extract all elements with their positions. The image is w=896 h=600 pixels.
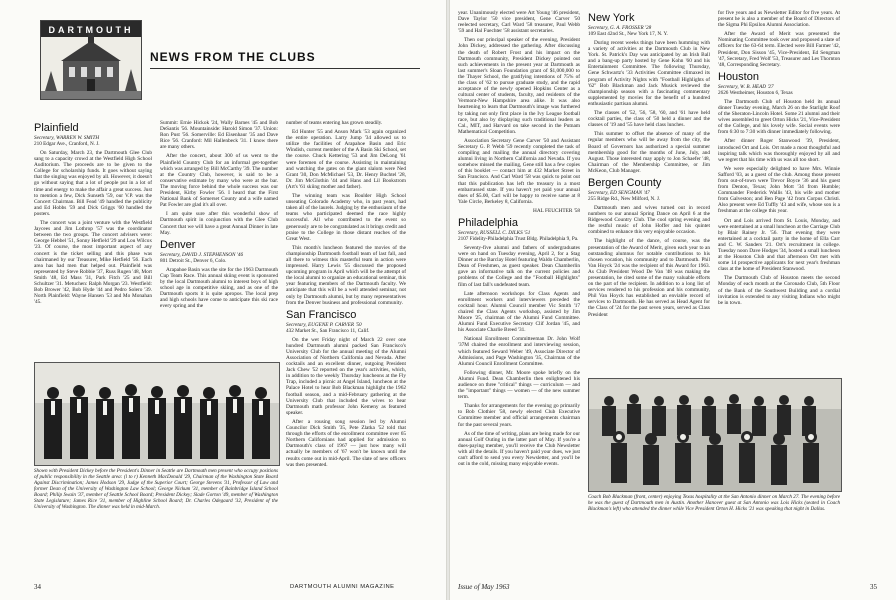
paragraph: After dinner Roger Stanwood '39, President, introduced Ort and Lois. Ort made a most thoughtful and inspiring talk which was thoroughly enjoyed by all and we regret that his time with us was all too short. <box>718 138 840 163</box>
paragraph: for five years and as Newsletter Editor for five years. At present he is also a member of the Board of Directors of the Sigma Phi Epsilon Alumni Association. <box>718 10 840 29</box>
section-headline: NEWS FROM THE CLUBS <box>150 50 316 64</box>
seattle-group-photo <box>34 362 280 466</box>
club-new-york <box>588 12 710 37</box>
paragraph: During recent weeks things have been humming with a variety of activities at the Dartmouth Club in New York. St. Patrick's Day was anticipated by an Irish Ball and a bang-up party hosted by Gene Kohn '60 and his Entertainment Committee. The following Thursday, Gene Schwartz's '33 Activities Committee climaxed its program of Activity Nights with "Football Highlights of '62" Bob Blackman and Jack Musick reviewed the championship season with a fascinating commentary supplemented by movies for the benefit of a hundred enthusiastic partisan alumni. <box>588 40 710 107</box>
club-secretary: Secretary, WARREN W. SMITH <box>34 135 100 141</box>
left-column-3 <box>286 120 406 580</box>
group-of-men-photo-icon <box>35 363 279 465</box>
club-secretary: Secretary, G. A. FROSSER '28 <box>588 25 652 31</box>
club-secretary: Secretary, ED SENGMAN '47 <box>588 189 650 196</box>
paragraph: After the Award of Merit was presented the Nominating Committee took over and proposed a slate of officers for the 63-64 term. Elected were Bill Farmer '42, President, Don Sisson '45, Vice-President, Ed Sengman '47, Secretary, Fred Wolf '53, Treasurer and Les Thornton '48, Corresponding Secretary. <box>718 31 840 68</box>
page-number: 35 <box>870 583 877 591</box>
paragraph: The Dartmouth Club of Houston meets the second Monday of each month at the Coronado Club, 5th Floor of the Bank of the Southwest Building and a cordial invitation is extended to any visiting Indians who might be in town. <box>718 275 840 306</box>
photo-caption: Coach Bob Blackman (front, center) enjoying Texas hospitality at the San Antonio dinner on March 27. The evening before he was the guest of Dartmouth men in Austin. Another Hanover guest at San Antonio was Lois Hicks (seated in Coach Blackman's left) who attended the dinner while Vice President Orton H. Hicks '21 was speaking that night in Dallas. <box>588 494 840 512</box>
page-number: 34 <box>34 583 41 591</box>
paragraph: Association Secretary Gene Carver '50 and Assistant Secretary G. P. Webb '59 recently completed the task of compiling and mailing the annual directory covering alumni living in Northern California and Nevada. If you somehow missed the mailing, Gene still has a few copies of this booklet — contact him at 432 Market Street in San Francisco. And Carl Ward '58 was quick to point out that this publication has left the treasury in a most embarrassed state. If you haven't yet paid your annual dues of $5.00, Carl will be happy to receive same at 8 Yale Circle, Berkeley 8, California. <box>458 137 580 205</box>
paragraph: This month's luncheon featured the movies of the championship Dartmouth football team of last fall, and all there to witness this masterful team in action were impressed. Harry Lewis '55 discussed the proposed upcoming program in April which will be the attempt of the local alumni to organize an educational seminar, this year featuring members of the Dartmouth faculty. We anticipate that this will be a well attended seminar, not only by Dartmouth alumni, but by many representatives from the Denver business and professional community. <box>286 244 406 306</box>
club-houston <box>718 71 840 96</box>
club-address: 210 Edgar Ave., Cranford, N. J. <box>34 141 100 147</box>
footer-title: DARTMOUTH ALUMNI MAGAZINE <box>290 584 395 590</box>
paragraph: As of the time of writing, plans are being made for our annual Golf Outing in the latter part of May. If you're a dues-paying member, you'll receive the Club Newsletter with all the details. If you haven't paid your dues, we just can't afford to send you every Newsletter, and you'll be out in the cold, missing many enjoyable events. <box>458 430 580 468</box>
club-title: New York <box>588 12 635 24</box>
club-philadelphia <box>458 217 580 242</box>
club-title: Houston <box>718 70 759 83</box>
club-title: Bergen County <box>588 176 662 189</box>
club-san-francisco <box>286 309 406 334</box>
right-column-3 <box>718 10 840 372</box>
club-address: 801 Detroit St., Denver 6, Colo. <box>160 257 227 264</box>
paragraph: After a rousing song session led by Alumni Councilor Dick Smith '35, Pete Zlatka '52 told that through the efforts of the enrollment committee over 65 Northern Californians had applied for admission to Dartmouth's class of 1967 — just how many will actually be members of '67 won't be known until the results come out in mid-April. The slate of new officers was then presented. <box>286 418 406 468</box>
club-address: 432 Market St., San Francisco 11, Calif. <box>286 327 370 334</box>
club-title: Philadelphia <box>458 217 518 229</box>
dinner-gathering-photo-icon <box>589 379 841 491</box>
club-address: 2107 Fidelity-Philadelphia Trust Bldg. Philadelphia 9, Pa. <box>458 236 579 242</box>
paragraph: On the wet Friday night of March 22 over one hundred Dartmouth alumni packed San Francisco's University Club for the annual meeting of the Alumni Association of Northern California and Nevada. After cocktails and an excellent dinner, outgoing President Jack Chew '52 reported on the year's activities, which, in addition to the weekly Thursday luncheons at the Fly Trap, included a picnic at Angel Island, luncheon at the Palace Hotel to hear Bob Blackman highlight the 1962 football season, and a mid-February gathering at the University Club that included the wives to hear Dartmouth math professor John Kemeny as featured speaker. <box>286 336 406 416</box>
paragraph: The classes of '52, '56, '58, '60, and '61 have held cocktail parties, the class of '50 held a dinner and the classes of '19 and '55 have held class lunches. <box>588 110 710 129</box>
photo-caption: Shown with President Dickey before the President's Dinner in Seattle are Dartmouth men present who occupy positions of public responsibility in the Seattle area: (l to r) Kenneth MacDonald '29, Chairman of the Washington State Board Against Discrimination; James Hodson '29, Judge of the Superior Court; George Stevens '31, Professor of Law and former Dean of the University of Washington Law School; George Nickum '31, member of Bainbridge Island School Board; Philip Swain '37, member of Seattle School Board; President Dickey; Slade Gorton '49, member of Washington State Legislature; James Rice '31, member of Highline School Board; Dr. Charles Odegaard '32, President of the University of Washington. The dinner was held in mid-March. <box>34 468 278 510</box>
club-title: Denver <box>160 238 196 251</box>
paragraph: Arapahoe Basin was the site for the 1963 Dartmouth Cup Team Race. This annual skiing event is sponsored by the local Dartmouth alumni to interest boys of high school age in competitive skiing, and as one of the Dartmouth sports it is quite apropos. The local prep and high schools have come to anticipate this ski race every spring and the <box>160 266 278 310</box>
paragraph: Seventy-five alumni and fathers of undergraduates were on hand on Tuesday evening, April 2, for a Stag Dinner at the Barclay Hotel featuring Waldo Chamberlin, Dean of Freshmen, as guest speaker. Dean Chamberlin gave an informative talk on the current policies and problems of the College and the "Football Highlights" film of last fall's undefeated team. <box>458 245 580 288</box>
club-secretary: Secretary, W. B. HEAD '27 <box>718 83 774 90</box>
club-title: San Francisco <box>286 308 357 321</box>
club-address: 255 Ridge Rd., New Milford, N. J. <box>588 195 661 202</box>
club-address: 109 East 42nd St., New York 17, N. Y. <box>588 31 668 37</box>
issue-date: Issue of May 1963 <box>458 583 510 591</box>
paragraph: National Enrollment Committeeman Dr. John Wolf '37M chaired the enrollment and interviewing session, which featured Seward Weber '49, Associate Director of Admissions, and Page Washington '35, Chairman of the Alumni Council Enrollment Committee. <box>458 336 580 367</box>
right-column-2 <box>588 10 710 372</box>
signoff: HAL FEUCHTER '58 <box>533 207 580 214</box>
headline-rule <box>150 68 420 69</box>
san-antonio-dinner-photo <box>588 378 842 492</box>
club-address: 2626 Westheimer, Houston 6, Texas <box>718 89 793 96</box>
paragraph: Thanks for arrangements for the evening go primarily to Bob Clothier '58, newly elected Club Executive Committee member and official arrangements chairman for the past several years. <box>458 403 580 428</box>
left-page <box>0 0 446 600</box>
club-title: Plainfield <box>34 122 79 134</box>
paragraph: After the concert, about 300 of us went to the Plainfield Country Club for an informal get-together which was arranged by Bill McCarthy '39. The number at the Country Club, however, is said to be a conservative estimate by many who were at the bar. The moving force behind the whole success was our President, Kirby Fowler '56. I heard that the First National Bank of Somerset County and a wife named Pat Fowler are glad it's all over. <box>160 153 278 209</box>
paragraph: year. Unanimously elected were Art Young '46 president, Dave Taylor '50 vice president, Gene Carver '50 reelected secretary, Carl Ward '58 treasurer, Paul Webb '59 and Hal Fuechter '58 assistant secretaries. <box>458 10 580 35</box>
club-bergen-county <box>588 177 710 202</box>
paragraph: Late afternoon workshops for Class Agents and enrollment workers and interviewers preceded the cocktail hour. Alumni Council member Vic Smith '17 chaired the Class Agents workshop, assisted by Jim Moore '25, chairman of the Alumni Fund Committee. Alumni Fund Executive Secretary Clif Jordan '45, and his Associate Charlie Breed '31. <box>458 290 580 334</box>
club-plainfield <box>34 122 152 147</box>
club-secretary: Secretary, EUGENE P. CARVER '50 <box>286 321 362 328</box>
paragraph: Dartmouth men and wives turned out in record numbers to our annual Spring Dance on April 6 at the Ridgewood Country Club. The cool spring evening and the restful music of John Hoffer and his quintet combined to enhance this very enjoyable occasion. <box>588 204 710 236</box>
club-secretary: Secretary, DAVID J. STEPHENSON '46 <box>160 251 244 258</box>
logo-wordmark: DARTMOUTH <box>48 25 134 35</box>
paragraph: Ed Hunter '55 and Anson Mark '53 again organized the entire operation. Larry Jump '34 allowed us to utilize the facilities of Arapahoe Basin and Eric Windish, current member of the A Basin Ski School, set the course. Chuck Kettering '53 and Jim DeLong '61 were foremen of the course. Assisting in maintaining and watching the gates on the giant slalom were Ned Grant '30, Don McMichael '53, Dr. Henry Buchtel '28, Dr. Jim McGlothin '44 and Hans and Lil Bookstrom (Art's '61 skiing mother and father). <box>286 129 406 190</box>
paragraph: Summit: Ernie Hickok '24, Wally Barnes '45 and Bob DeSantis '56. Mountainside: Harold Simon '37. Union: Ron Pust '56. Somerville: Ed Eisenhaur '35 and Dave Rice '56. Cranford: Mil Hallenbeck '31. I know there are many others. <box>160 120 278 151</box>
paragraph: The concert was a joint venture with the Westfield Jaycees and Jim Lothrop '57 was the coordinator between the two groups. The concert advisers were: George Hebbel '51, Sonny Hetfield '29 and Lou Wilcox '23. Of course, the most important aspect of any concert is the ticket selling and this phase was chairmaned by our Treasurer, Mike Hetfield '56. Each area has had men that helped out. Plainfield was represented by Steve Robbie '37, Russ Rugen '48, Mort Smith '48, Ed Mass '31, Park Fitch '25 and Bill Schultzer '31. Metuchen: Ralph Morgan '23. Westfield: Bob Brower '42, Bob Hyde '44 and Pedro Solero '39. North Plainfield: Wayne Hansen '53 and Mo Monahan '45. <box>34 220 152 306</box>
right-page <box>450 0 896 600</box>
right-column-1 <box>458 10 580 580</box>
paragraph: We were especially delighted to have Mrs. Winnie Safford '03, as a guest of the club. Among those present from out-of-town were Trevor Boyce '36 and his guest from Denton, Texas; John Mott '34 from Humble; Commander Frederick Wallis '43, his wife and mother from Galveston; and Ben Page '42 from Corpus Christi. Also present were Ed Tuffly '43 and wife, whose son is a freshman at the college this year. <box>718 165 840 215</box>
paragraph: Following dinner, Mr. Moore spoke briefly on the Alumni Fund. Dean Chamberlin then enlightened his audience on three "critical" things — curriculum — and the "important" things — women — of the new summer term. <box>458 369 580 401</box>
paragraph: number of teams entering has grown steadily. <box>286 120 383 126</box>
club-denver <box>160 239 278 264</box>
paragraph: Then our principal speaker of the evening, President John Dickey, addressed the gathering. After discussing the death of Robert Frost and his impact on the Dartmouth community, President Dickey pointed out such achievements in the present year at Dartmouth as last summer's Sloan Foundation grant of $1,000,000 to the Thayer School, the gratifying intentions of 75% of the class of '62 to pursue graduate study, and the rapid acceptance of the newly opened Hopkins Center as a cultural center of students, faculty, and residents of the Vermont-New Hampshire area alike. It was also heartening to learn that Dartmouth's image was furthered by taking not only first place in the Ivy League football race, but also by displaying such traditional leaders as Cal., MIT, and Harvard on take second in the Putnam Mathematical Competition. <box>458 37 580 135</box>
dartmouth-logo-illustration <box>40 20 142 100</box>
paragraph: The highlight of the dance, of course, was the presentation of the Award of Merit, given each year to an outstanding alumnus for notable contributions to his chosen vocation, his community and to Dartmouth. Phil Van Hoyck '24 was the recipient of this Award for 1963. As Club President Wood De Van '48 was making the presentation, he cited some of the many valuable efforts on the part of the recipient. In addition to a long list of services rendered to his profession and his community, Phil Van Hoyck has established an enviable record of services to Dartmouth. He has served as Head Agent for the Class of '24 for the past seven years, served as Class President <box>588 238 710 318</box>
paragraph: Ort and Lois arrived from St. Louis, Monday, and were entertained at a small luncheon at the Carriage Club by Blair Rainey Jr. '56. That evening they were entertained at a cocktail party in the home of Ella Carr and C. W. Sanders '21. Ort's recruitment in college. Tuesday noon Dave Hodges '34, hosted a small luncheon at the Houston Club and that afternoon Ort met with some 14 prospective applicants for next year's freshman class at the home of President Stanwood. <box>718 217 840 273</box>
club-secretary: Secretary, RUSSELL C. DILKS '51 <box>458 230 531 236</box>
paragraph: I am quite sure after this wonderful show of Dartmouth spirit in conjunction with the Glee Club Concert that we will have a great Annual Dinner in late May. <box>160 211 278 236</box>
paragraph: The Dartmouth Club of Houston held its annual dinner Tuesday evening, March 26 on the Starlight Roof of the Sheraton-Lincoln Hotel. Some 21 alumni and their wives assembled to greet Orton Hicks '21, Vice-President of the College, and his lovely wife. Social events were from 6:30 to 7:30 with dinner immediately following. <box>718 98 840 136</box>
paragraph: The winning team was Boulder High School unseating Colorado Academy who, in past years, had taken all of the laurels. Judging by the enthusiasm of the teams who participated deemed the race highly successful. All who contributed to the event so generously are to be congratulated as it brings credit and praise to the College in those distant reaches of the Great West. <box>286 193 406 242</box>
paragraph: On Saturday, March 23, the Dartmouth Glee Club sang to a capacity crowd at the Westfield High School Auditorium. The proceeds are to be given to the College for scholarship funds. It goes without saying that the singing was enjoyed by all. However, it doesn't go without saying that a lot of people put in a lot of time and energy to make the affair a great success. Just to mention a few, Dick Sunseth '59, our V.P. was the Concert Chairman. Bill Fead '49 handled the publicity and Ed Hobbs '59 and Dick Griggs '60 handled the posters. <box>34 150 152 217</box>
paragraph: This summer to offset the absence of many of the regular members who will be away from the city, the Board of Governors has authorized a special summer membership good for the months of June, July, and August. Those interested may apply to Jon Schaefer '48, Chairman of the Membership Committee, or Jim McKeon, Club Manager. <box>588 131 710 174</box>
